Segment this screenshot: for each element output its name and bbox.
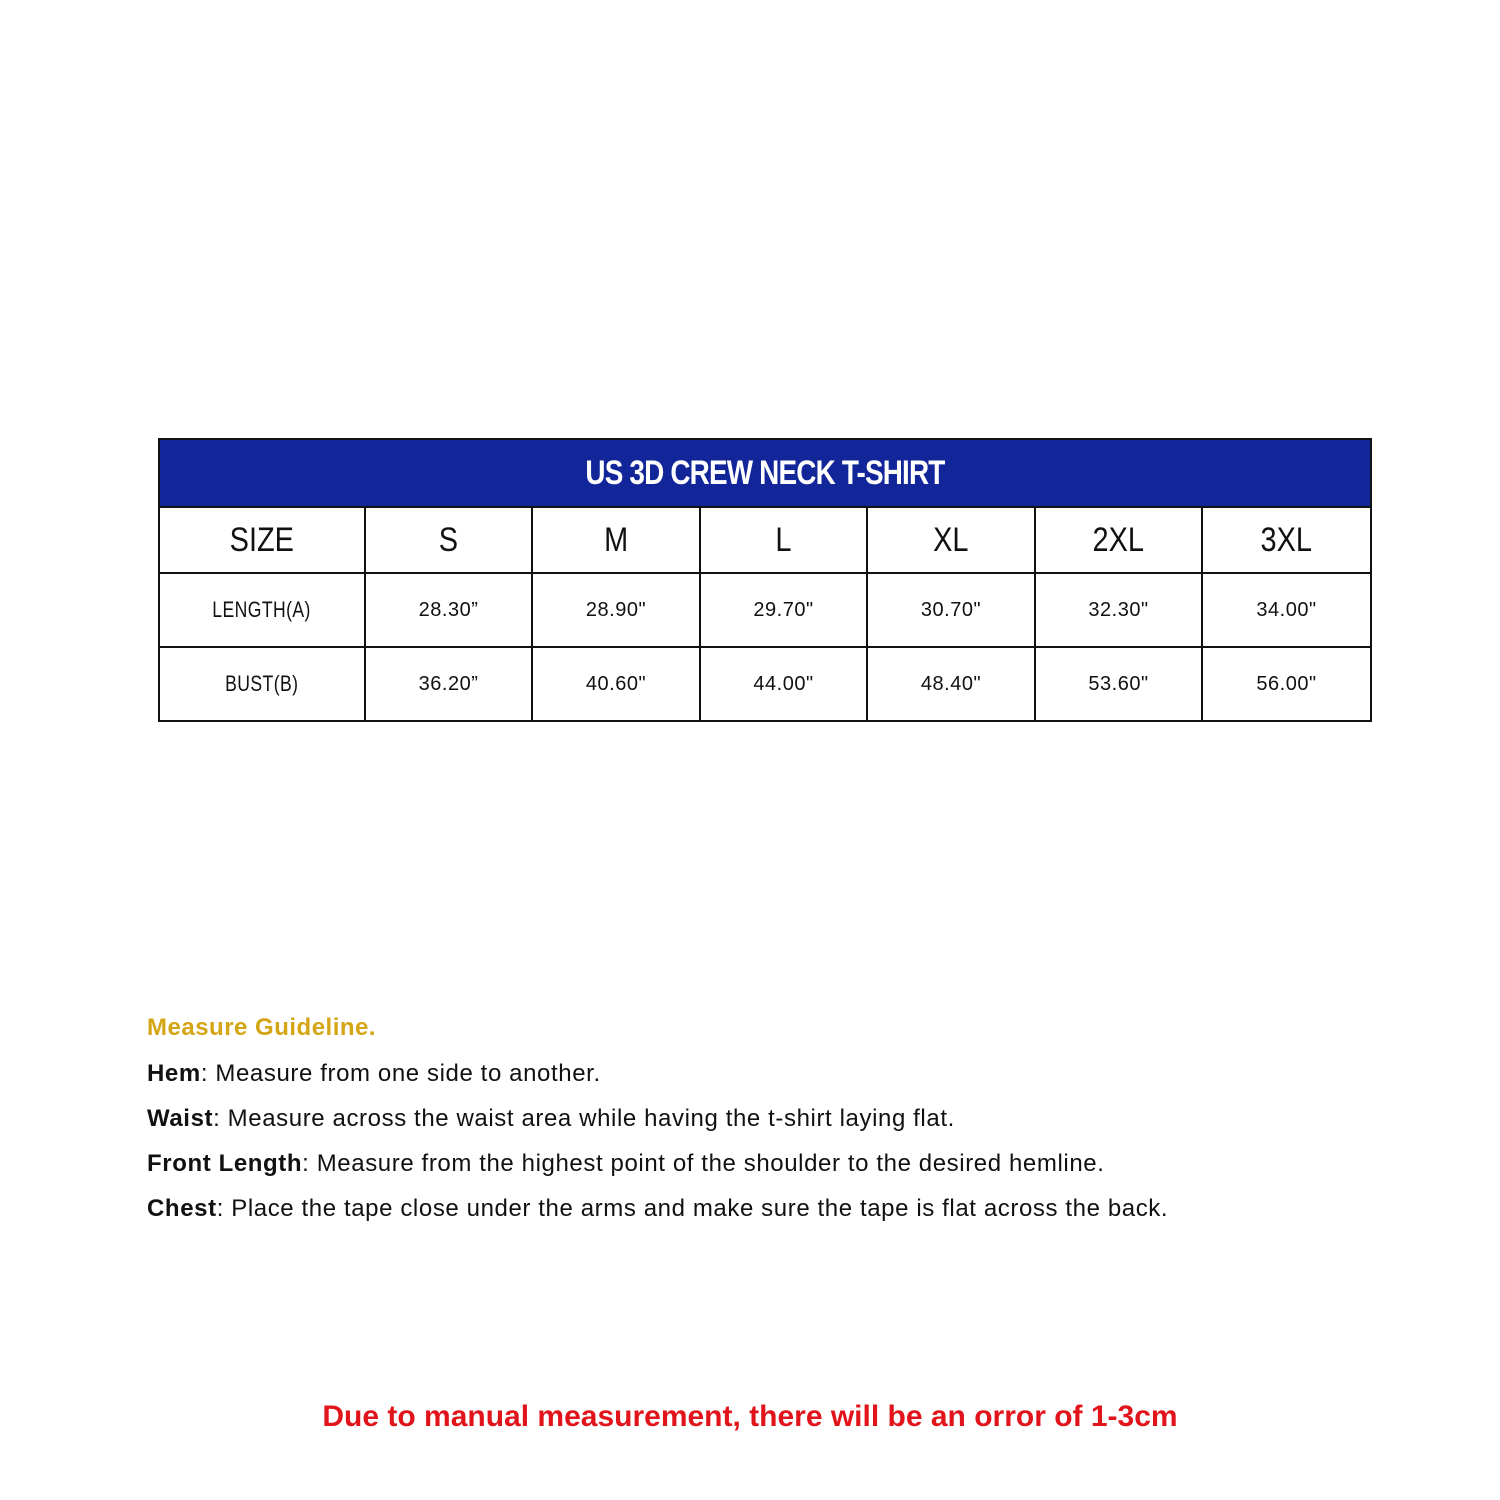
measurement-error-notice: Due to manual measurement, there will be an orror of 1-3cm: [322, 1400, 1178, 1433]
guideline-term: Chest: [147, 1195, 217, 1222]
guideline-text: : Measure from one side to another.: [200, 1060, 601, 1087]
length-3xl: 34.00": [1202, 573, 1371, 647]
length-m: 28.90": [532, 573, 700, 647]
header-s: S: [365, 507, 532, 573]
header-xl: XL: [867, 507, 1035, 573]
guideline-text: : Measure across the waist area while having the t-shirt laying flat.: [213, 1105, 955, 1132]
size-chart-table: [158, 438, 1372, 722]
bust-3xl: 56.00": [1202, 647, 1371, 721]
length-xl: 30.70": [867, 573, 1035, 647]
measure-guideline: [147, 1014, 1427, 1240]
header-3xl: 3XL: [1202, 507, 1371, 573]
bust-s: 36.20”: [365, 647, 532, 721]
guideline-term: Waist: [147, 1105, 214, 1132]
table-row-bust: [159, 647, 1371, 721]
guideline-waist: [147, 1105, 1427, 1133]
guideline-text: : Measure from the highest point of the shoulder to the desired hemline.: [302, 1150, 1105, 1177]
guideline-term: Hem: [147, 1060, 201, 1087]
length-2xl: 32.30": [1035, 573, 1202, 647]
bust-l: 44.00": [700, 647, 867, 721]
guideline-text: : Place the tape close under the arms and make sure the tape is flat across the back.: [216, 1195, 1169, 1222]
bust-2xl: 53.60": [1035, 647, 1202, 721]
bust-xl: 48.40": [867, 647, 1035, 721]
guideline-front-length: [147, 1150, 1427, 1178]
guideline-title: Measure Guideline.: [147, 1014, 377, 1041]
row-label-length: LENGTH(A): [159, 573, 365, 647]
length-l: 29.70": [700, 573, 867, 647]
guideline-term: Front Length: [147, 1150, 303, 1177]
header-size: SIZE: [159, 507, 365, 573]
table-title: US 3D CREW NECK T-SHIRT: [159, 439, 1371, 507]
header-m: M: [532, 507, 700, 573]
length-s: 28.30”: [365, 573, 532, 647]
guideline-hem: [147, 1060, 1427, 1088]
header-2xl: 2XL: [1035, 507, 1202, 573]
guideline-chest: [147, 1195, 1427, 1223]
bust-m: 40.60": [532, 647, 700, 721]
table-row-length: [159, 573, 1371, 647]
row-label-bust: BUST(B): [159, 647, 365, 721]
header-l: L: [700, 507, 867, 573]
size-header-row: [159, 507, 1371, 573]
